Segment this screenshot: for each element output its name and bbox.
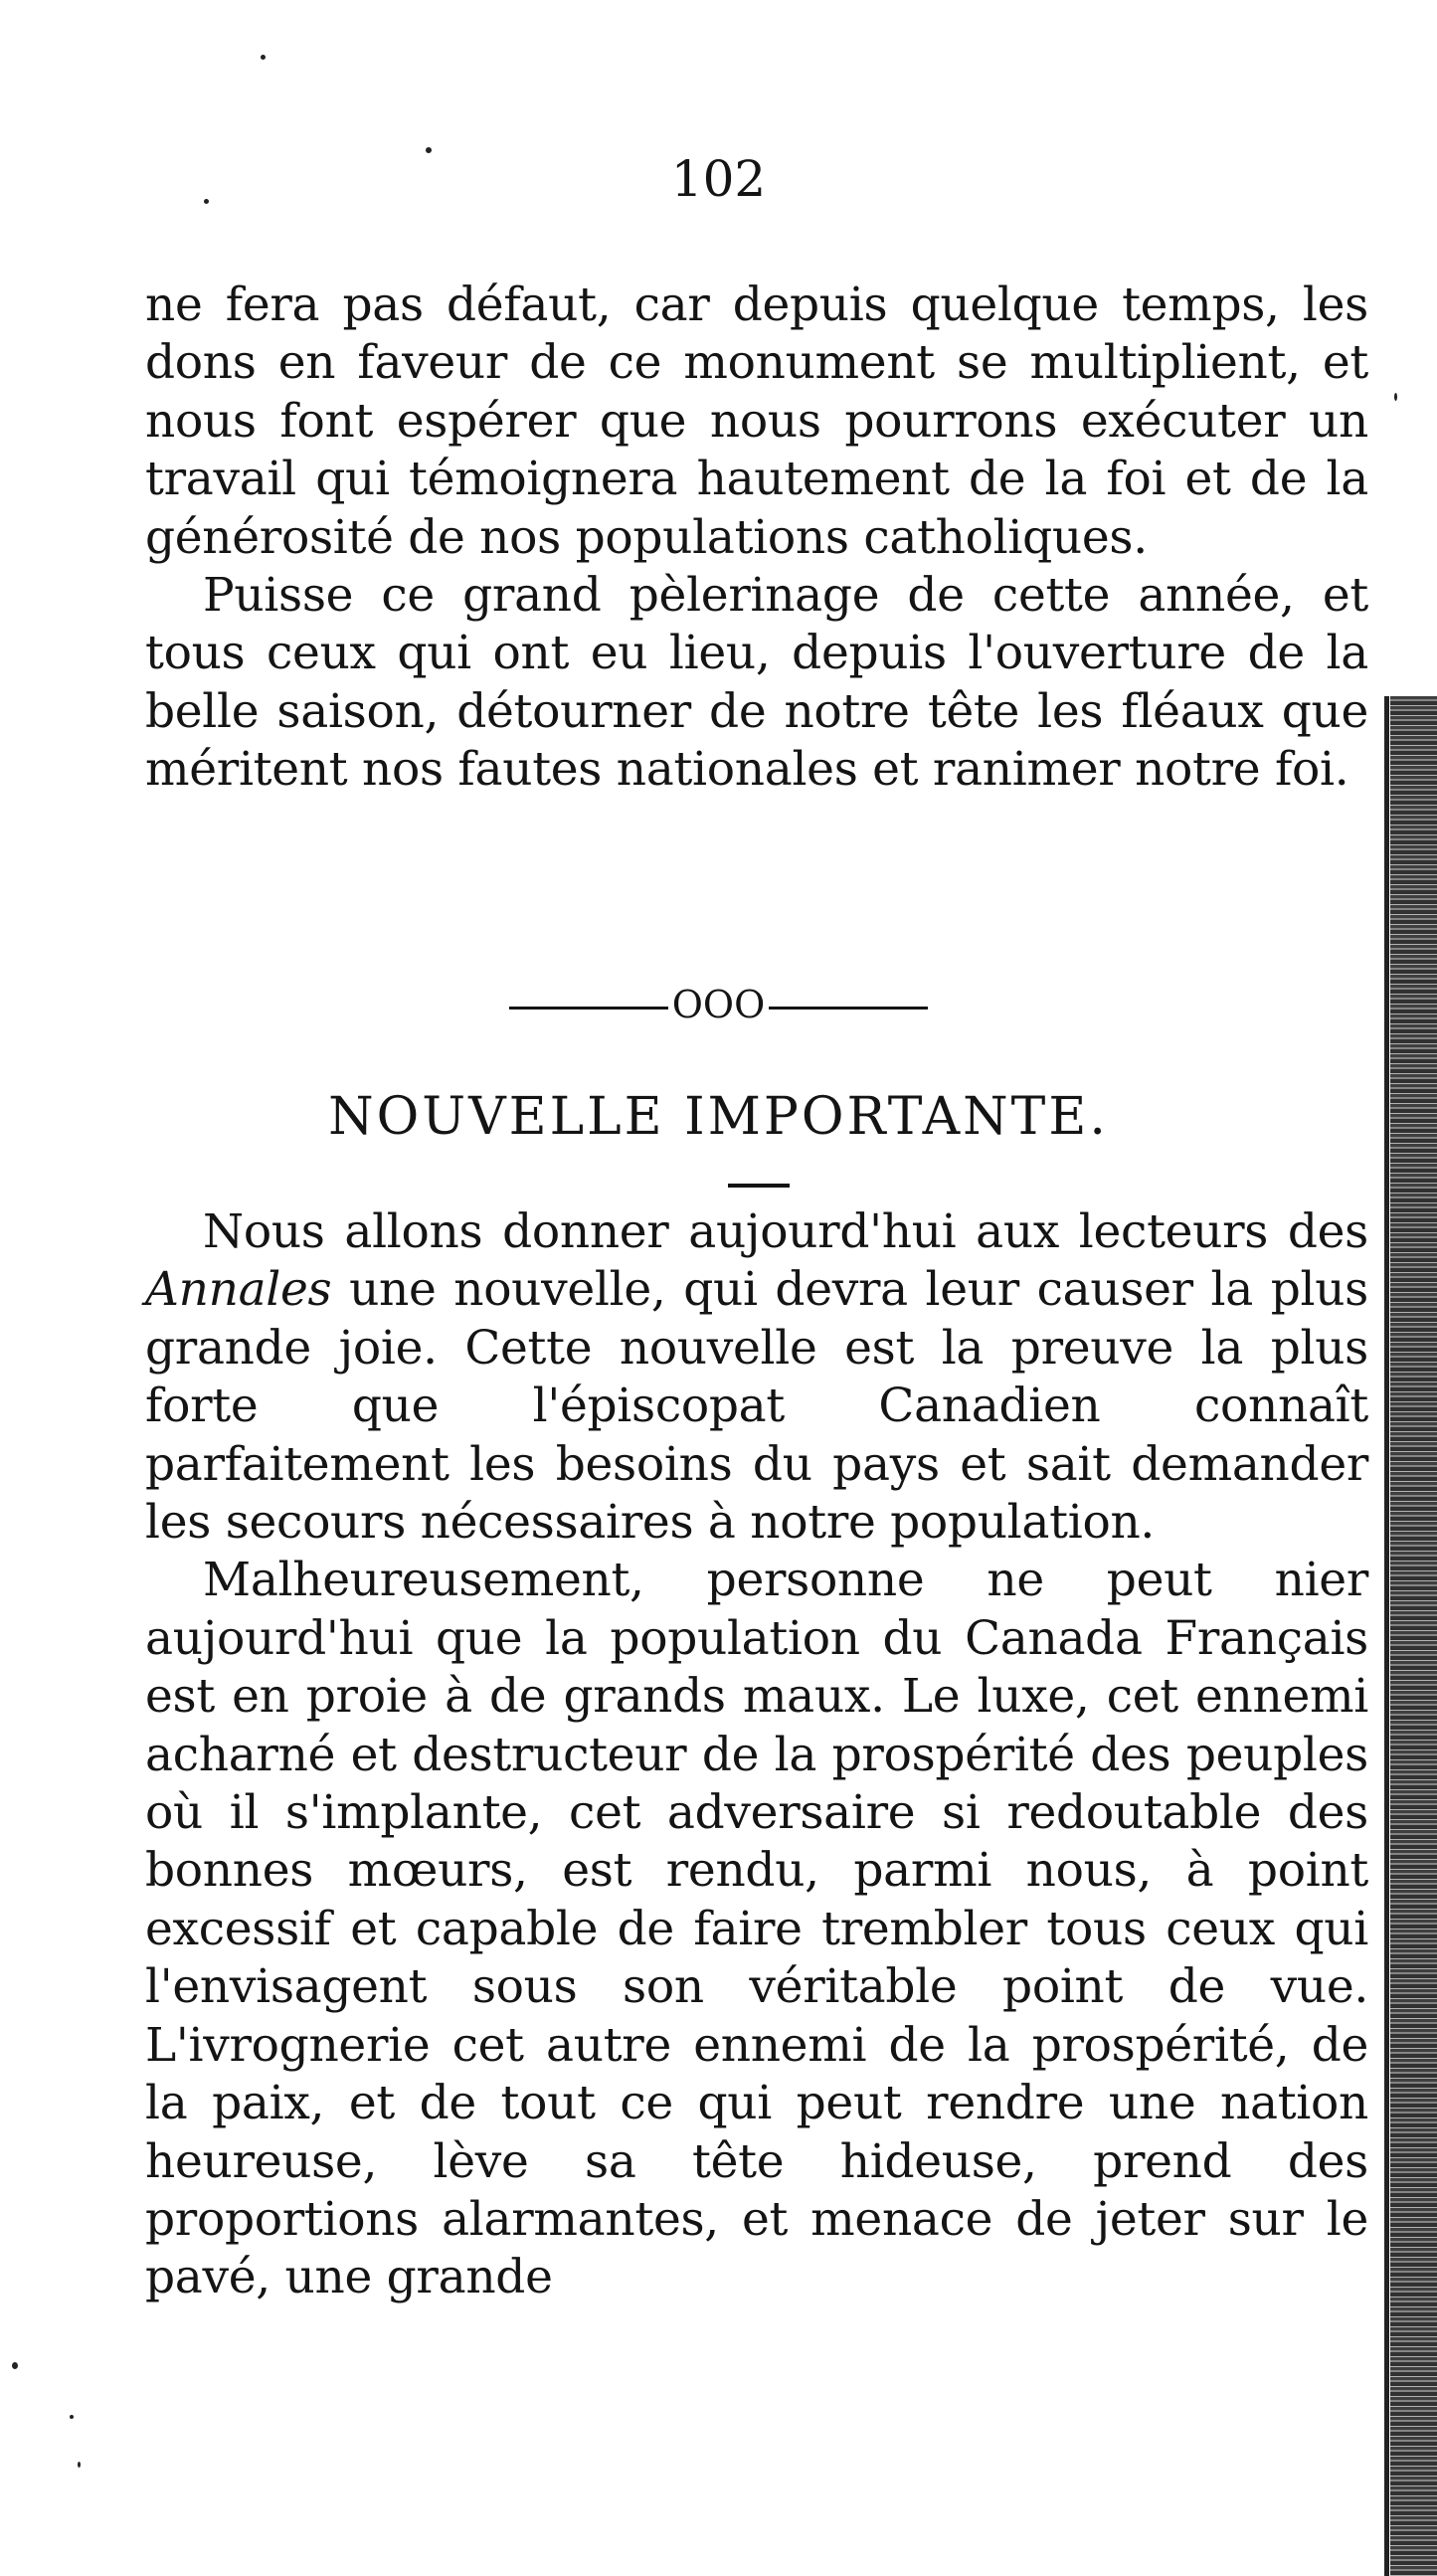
section-separator: [0, 983, 1437, 1026]
page-number: 102: [670, 150, 767, 208]
separator-ornament: OOO: [671, 983, 766, 1026]
book-spine-line: [1384, 696, 1389, 2576]
scan-speck: [70, 2415, 74, 2419]
announcement-text-end: une nouvelle, qui devra leur causer la plus grande joie. Cette nouvelle est la preuve la plus forte que l'épiscopat Canadien connaît parfaitement les besoins du pays et sait demander les secours nécessaires à notre population.: [145, 1262, 1368, 1551]
scan-speck: [204, 199, 209, 204]
paragraph-announcement: [145, 1203, 1368, 1552]
scan-speck: [1394, 393, 1397, 401]
text-block-bottom: [145, 1203, 1368, 2307]
announcement-text-start: Nous allons donner aujourd'hui aux lecteurs des: [203, 1204, 1368, 1259]
separator-rule-left: [509, 1007, 668, 1010]
heading-underline: [728, 1184, 790, 1188]
book-edge-texture: [1390, 696, 1437, 2576]
paragraph-pilgrimage: Puisse ce grand pèlerinage de cette année, et tous ceux qui ont eu lieu, depuis l'ouverture de la belle saison, détourner de notre tête les fléaux que méritent nos fautes nationales et ranimer notre foi.: [145, 568, 1368, 798]
journal-title: Annales: [145, 1262, 332, 1318]
paragraph-continued: ne fera pas défaut, car depuis quelque temps, les dons en faveur de ce monument se multiplient, et nous font espérer que nous pourrons exécuter un travail qui témoignera hautement de la foi et de la générosité de nos populations catholiques.: [145, 277, 1368, 565]
scan-speck: [78, 2462, 81, 2468]
paragraph-misfortunes: Malheureusement, personne ne peut nier aujourd'hui que la population du Canada Français est en proie à de grands maux. Le luxe, cet ennemi acharné et destructeur de la prospérité des peuples où il s'implante, cet adversaire si redoutable des bonnes mœurs, est rendu, parmi nous, à point excessif et capable de faire trembler tous ceux qui l'envisagent sous son véritable point de vue. L'ivrognerie cet autre ennemi de la prospérité, de la paix, et de tout ce qui peut rendre une nation heureuse, lève sa tête hideuse, prend des proportions alarmantes, et menace de jeter sur le pavé, une grande: [145, 1553, 1368, 2305]
separator-rule-right: [769, 1007, 928, 1010]
text-block-top: [145, 276, 1368, 800]
scan-speck: [12, 2362, 18, 2369]
scan-speck: [426, 147, 432, 153]
scan-speck: [261, 55, 266, 60]
section-heading: NOUVELLE IMPORTANTE.: [328, 1087, 1109, 1147]
